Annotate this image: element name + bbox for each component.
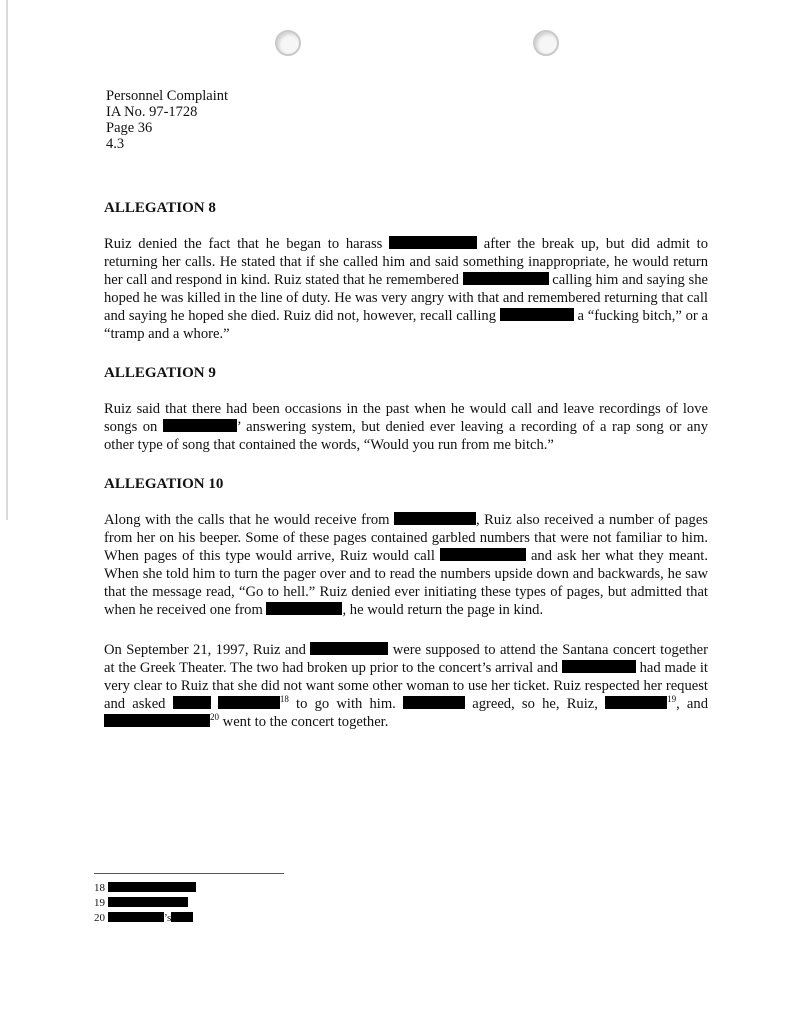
redaction-block [218,696,280,709]
punch-hole-left [275,30,301,56]
redaction-block [389,236,477,249]
concert-paragraph [104,641,708,731]
footnote-ref-20: 20 [210,712,219,723]
footnote-number: 20 [94,912,105,924]
footnote-ref-18: 18 [279,694,289,705]
scan-edge [6,0,8,520]
text-segment: , Ruiz also received a number of pages from her on his beeper. Some of these pages contained garbled numbers that were not familiar to him. When pages of this type would arrive, Ruiz would call [104,512,708,564]
text-segment: calling him and saying she hoped he was killed in the line of duty. He was very angry with that and remembered returning that call and saying he hoped she died. Ruiz did not, however, recall calling [104,272,708,324]
redaction-block [108,912,164,922]
footnote-18 [94,881,196,896]
text-segment: Ruiz denied the fact that he began to harass [104,236,390,252]
footnote-20 [94,911,196,926]
text-segment: , and [676,696,708,712]
text-segment: Ruiz said that there had been occasions in the past when he would call and leave recordings of love songs on [104,401,708,435]
text-segment: ’ answering system, but denied ever leaving a recording of a rap song or any other type of song that contained the words, “Would you run from me bitch.” [104,419,708,453]
footnotes [94,881,196,926]
header-section-number: 4.3 [106,136,125,152]
footnote-ref-19: 19 [667,694,677,705]
header-page-number: Page 36 [106,120,153,136]
punch-hole-right [533,30,559,56]
redaction-block [171,912,193,922]
text-segment: after the break up, but did admit to returning her calls. He stated that if she called him and said something inappropriate, he would return her call and respond in kind. Ruiz stated that he remembered [104,236,708,288]
redaction-block [403,696,465,709]
text-segment: and ask her what they meant. When she told him to turn the pager over and to read the numbers upside down and backwards, he saw that the message read, “Go to hell.” Ruiz denied ever initiating these types of pages, but admitted that when he received one from [104,548,708,618]
footnote-19 [94,896,196,911]
text-segment: went to the concert together. [219,714,389,730]
redaction-block [108,897,188,907]
footnote-number: 19 [94,897,105,909]
redaction-block [173,696,211,709]
text-segment: had made it very clear to Ruiz that she did not want some other woman to use her ticket. Ruiz respected her request and asked [104,660,708,712]
footnote-text: ’s [164,912,172,924]
footnote-separator [94,873,284,874]
document-body [104,200,708,753]
redaction-block [310,642,388,655]
redaction-block [163,419,237,432]
allegation-10-paragraph [104,511,708,619]
redaction-block [108,882,196,892]
redaction-block [440,548,526,561]
allegation-9-paragraph [104,400,708,454]
footnote-number: 18 [94,882,105,894]
redaction-block [394,512,476,525]
redaction-block [562,660,636,673]
allegation-9-heading: ALLEGATION 9 [104,365,216,381]
allegation-8-heading: ALLEGATION 8 [104,200,216,216]
redaction-block [605,696,667,709]
text-segment: On September 21, 1997, Ruiz and [104,642,311,658]
redaction-block [104,714,210,727]
redaction-block [266,602,342,615]
text-segment: agreed, so he, Ruiz, [465,696,606,712]
text-segment: a “fucking bitch,” or a “tramp and a whore.” [104,308,708,342]
text-segment: , he would return the page in kind. [342,602,544,618]
allegation-10-heading: ALLEGATION 10 [104,476,224,492]
allegation-8-paragraph [104,235,708,343]
redaction-block [463,272,549,285]
text-segment: were supposed to attend the Santana concert together at the Greek Theater. The two had broken up prior to the concert’s arrival and [104,642,708,676]
header-ia-number: IA No. 97-1728 [106,104,198,120]
redaction-block [500,308,574,321]
document-header [106,88,228,152]
header-complaint-type: Personnel Complaint [106,88,229,104]
text-segment: to go with him. [288,696,404,712]
text-segment: Along with the calls that he would receive from [104,512,395,528]
